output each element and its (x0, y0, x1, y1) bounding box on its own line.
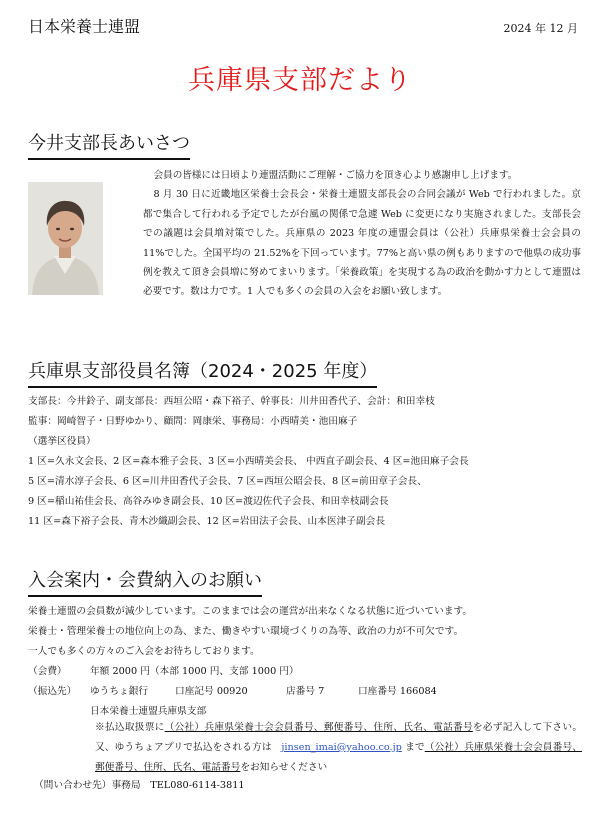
intro-line: 栄養士連盟の会員数が減少しています。このままでは会の運営が出来なくなる状態に近づいています。 (28, 606, 473, 617)
fee-row (28, 662, 472, 682)
membership-info (28, 602, 472, 722)
greeting-paragraph: 8 月 30 日に近畿地区栄養士会長会・栄養士連盟支部長会の合同会議が Web で行われました。京都で集合して行われる予定でしたが台風の関係で急遽 Web に変更になり実施されました。支部長会での議題は会員増対策でした。兵庫県の 2023 年度の連盟会員は（公社）兵庫県栄養士会会員の 11%でした。全国平均の 21.52%を下回っています。77%と高い県の例もありますので他県の成功事例を教えて頂き会員増に努めてまいります。「栄養政策」を実現する為の政治を動かす力として連盟は必要です。数は力です。1 人でも多くの会員の入会をお願い致します。 (143, 189, 581, 298)
officer-line: 9 区=稲山祐佳会長、高谷みゆき副会長、10 区=渡辺佐代子会長、和田幸枝副会長 (28, 496, 389, 507)
note-text: をお知らせください (240, 762, 328, 773)
bank-row (28, 682, 472, 702)
account-code: 口座記号 00920 (175, 686, 248, 697)
officer-line: 5 区=清水淳子会長、6 区=川井田香代子会長、7 区=西垣公昭会長、8 区=前田章子会長、 (28, 476, 427, 487)
note-text: を必ず記入して下さい。又、ゆうちょアプリで払込をされる方は (95, 722, 583, 753)
bank-label: （振込先） (28, 686, 77, 697)
greeting-heading: 今井支部長あいさつ (28, 134, 190, 160)
greeting-text (143, 166, 581, 302)
issue-date: 2024 年 12 月 (503, 22, 578, 35)
officer-line: 支部長：今井鈴子、副支部長：西垣公昭・森下裕子、幹事長：川井田香代子、会計：和田幸枝 (28, 396, 435, 407)
branch-leader-photo (28, 182, 103, 295)
officer-line: （選挙区役員） (28, 436, 96, 447)
account-holder: 日本栄養士連盟兵庫県支部 (90, 706, 207, 717)
org-name: 日本栄養士連盟 (28, 17, 141, 36)
officer-line: 11 区=森下裕子会長、青木沙織副会長、12 区=岩田法子会長、山本医津子副会長 (28, 516, 386, 527)
officers-heading: 兵庫県支部役員名簿（2024・2025 年度） (28, 362, 377, 388)
fee-value: 年額 2000 円（本部 1000 円、支部 1000 円） (90, 666, 299, 677)
note-required-fields: （公社）兵庫県栄養士会会員番号、郵便番号、住所、氏名、電話番号 (164, 722, 473, 733)
note-text: まで (405, 742, 425, 753)
greeting-paragraph: 会員の皆様には日頃より連盟活動にご理解・ご協力を頂き心より感謝申し上げます。 (153, 170, 518, 181)
branch-number: 店番号 7 (286, 686, 325, 697)
officers-list (28, 392, 469, 532)
note-text: ※払込取扱票に (95, 722, 165, 733)
account-number: 口座番号 166084 (358, 686, 437, 697)
officer-line: 監事：岡崎智子・日野ゆかり、顧問：岡康栄、事務局：小西晴美・池田麻子 (28, 416, 358, 427)
intro-line: 栄養士・管理栄養士の地位向上の為、また、働きやすい環境づくりの為等、政治の力が不可欠です。 (28, 626, 464, 637)
page-title: 兵庫県支部だより (188, 65, 412, 96)
bank-name: ゆうちょ銀行 (90, 686, 149, 697)
contact-email-link[interactable]: jinsen_imai@yahoo.co.jp (281, 742, 402, 753)
contact-info: （問い合わせ先）事務局 TEL080-6114-3811 (34, 780, 245, 791)
officer-line: 1 区=久永文会長、2 区=森本雅子会長、3 区=小西晴美会長、 中西直子副会長、4 区=池田麻子会長 (28, 456, 469, 467)
payment-note (95, 718, 582, 778)
note-required-fields: （公社）兵庫県栄養士会会員番号、郵便番号、住所、氏名、電話番号 (95, 742, 583, 773)
fee-label: （会費） (28, 666, 67, 677)
intro-line: 一人でも多くの方々のご入会をお待ちしております。 (28, 646, 260, 657)
membership-heading: 入会案内・会費納入のお願い (28, 571, 262, 597)
